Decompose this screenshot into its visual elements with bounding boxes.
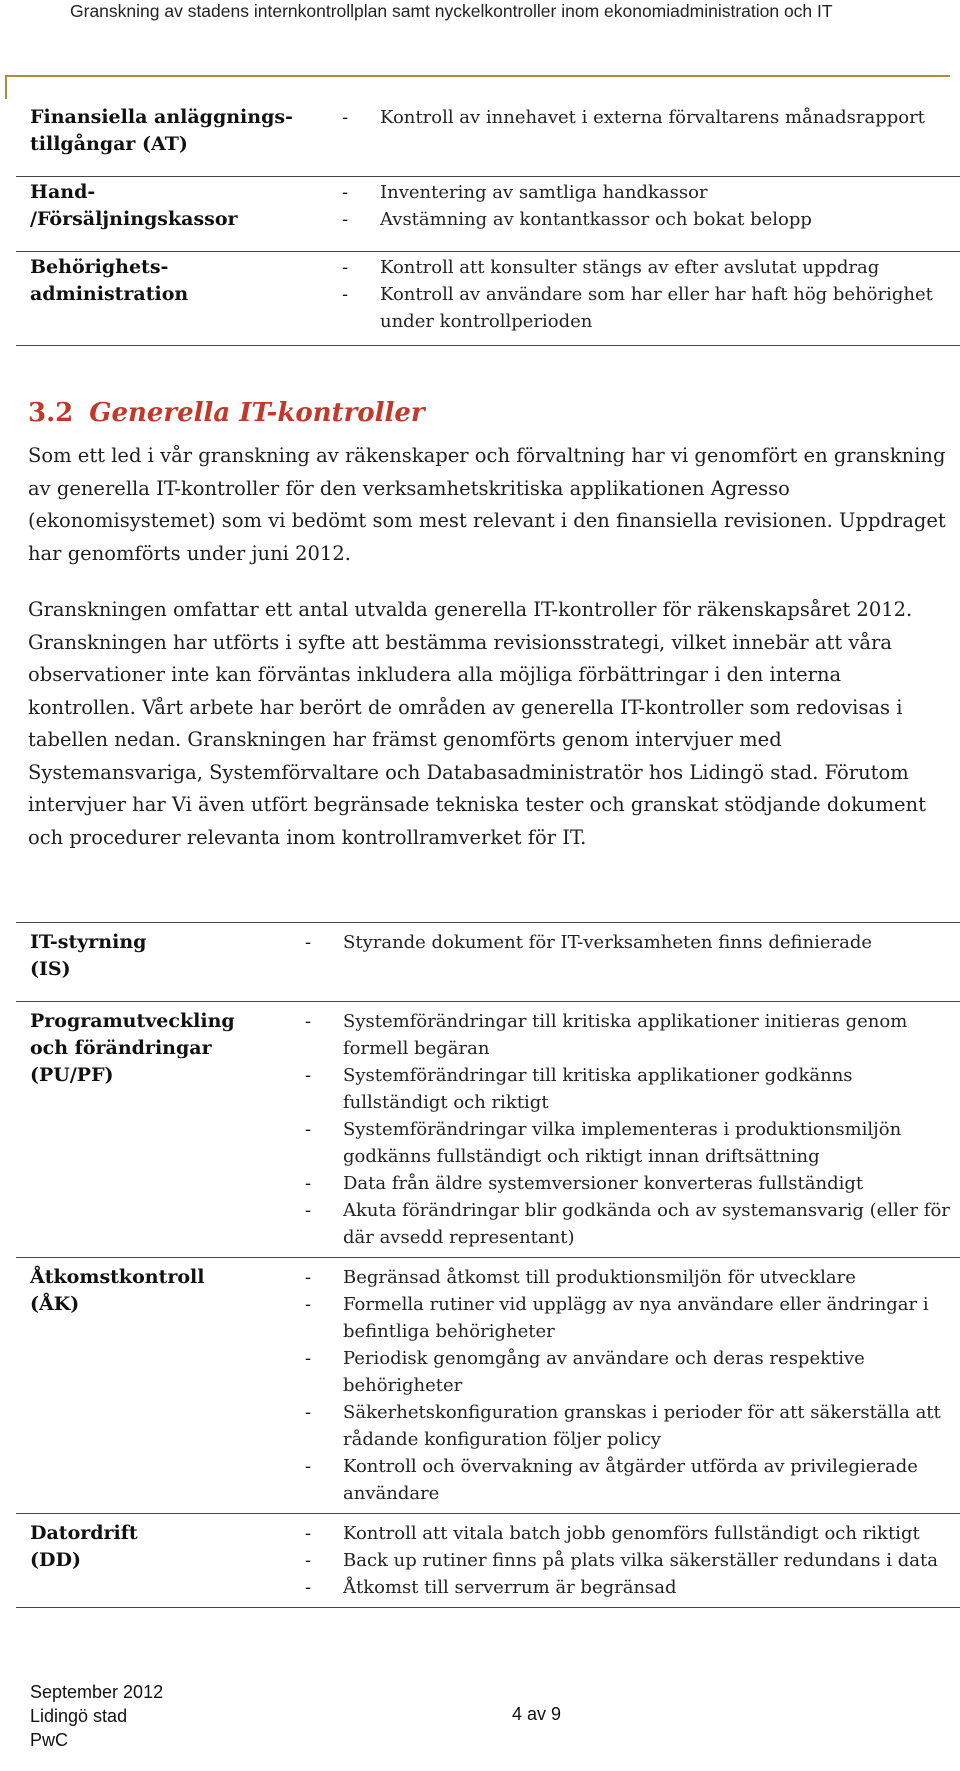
table-category: Behörighets- administration [16,252,342,346]
table-category: Hand- /Försäljningskassor [16,177,342,252]
list-item: - Kontroll av användare som har eller har haft hög behörighet under kontrollperioden [342,281,960,335]
list-item-text: Begränsad åtkomst till produktionsmiljön för utvecklare [343,1267,856,1288]
table-category: Programutveckling och förändringar (PU/PF) [16,1002,305,1258]
control-table-2 [16,922,960,1608]
list-item-text: Data från äldre systemversioner konverteras fullständigt [343,1173,864,1194]
list-item-text: Inventering av samtliga handkassor [380,182,708,203]
list-item: - Kontroll och övervakning av åtgärder utförda av privilegierade användare [305,1453,960,1507]
list-item-text: Säkerhetskonfiguration granskas i perioder för att säkerställa att rådande konfiguration följer policy [343,1402,941,1450]
list-item-text: Systemförändringar vilka implementeras i produktionsmiljön godkänns fullständigt och riktigt innan driftsättning [343,1119,902,1167]
list-item-text: Kontroll och övervakning av åtgärder utförda av privilegierade användare [343,1456,918,1504]
footer-company: PwC [30,1730,69,1750]
table-items [305,1514,960,1608]
list-item-text: Systemförändringar till kritiska applikationer initieras genom formell begäran [343,1011,908,1059]
table-row [16,1002,960,1258]
list-item: - Systemförändringar till kritiska applikationer godkänns fullständigt och riktigt [305,1062,960,1116]
list-item-text: Avstämning av kontantkassor och bokat belopp [380,209,812,230]
list-item-text: Akuta förändringar blir godkända och av systemansvarig (eller för där avsedd representant) [343,1200,950,1248]
list-item: - Back up rutiner finns på plats vilka säkerställer redundans i data [305,1547,960,1574]
list-item-text: Periodisk genomgång av användare och deras respektive behörigheter [343,1348,865,1396]
header-accent-line [5,75,950,77]
list-item-text: Kontroll av användare som har eller har haft hög behörighet under kontrollperioden [380,284,933,332]
list-item: - Kontroll att vitala batch jobb genomförs fullständigt och riktigt [305,1520,960,1547]
footer-org: Lidingö stad [30,1706,128,1726]
list-item: - Akuta förändringar blir godkända och av systemansvarig (eller för där avsedd representant) [305,1197,960,1251]
table-items [342,177,960,252]
list-item: - Kontroll att konsulter stängs av efter avslutat uppdrag [342,254,960,281]
list-item-text: Kontroll att vitala batch jobb genomförs fullständigt och riktigt [343,1523,920,1544]
table-category: Finansiella anläggnings- tillgångar (AT) [16,102,342,177]
list-item: - Säkerhetskonfiguration granskas i perioder för att säkerställa att rådande konfiguration följer policy [305,1399,960,1453]
table-row [16,923,960,1002]
paragraph-2: Granskningen omfattar ett antal utvalda generella IT-kontroller för räkenskapsåret 2012. Granskningen har utförts i syfte att bestämma revisionsstrategi, vilket innebär att våra observationer inte kan förväntas inkludera alla möjliga förbättringar i den interna kontrollen. Vårt arbete har berört de områden av generella IT-kontroller som redovisas i tabellen nedan. Granskningen har främst genomförts genom intervjuer med Systemansvariga, Systemförvaltare och Databasadministratör hos Lidingö stad. Förutom intervjuer har Vi även utfört begränsade tekniska tester och granskat stödjande dokument och procedurer relevanta inom kontrollramverket för IT. [28,598,926,849]
table-items [342,252,960,346]
list-item: - Systemförändringar till kritiska applikationer initieras genom formell begäran [305,1008,960,1062]
section-number: 3.2 [28,398,74,428]
list-item: - Åtkomst till serverrum är begränsad [305,1574,960,1601]
page-header: Granskning av stadens internkontrollplan samt nyckelkontroller inom ekonomiadministration och IT [70,1,833,21]
list-item-text: Kontroll att konsulter stängs av efter avslutat uppdrag [380,257,880,278]
list-item: - Inventering av samtliga handkassor [342,179,960,206]
table-items [305,1002,960,1258]
table-row [16,1258,960,1514]
control-table-1 [16,102,960,346]
table-row [16,1514,960,1608]
section-heading [28,398,425,428]
list-item: - Periodisk genomgång av användare och deras respektive behörigheter [305,1345,960,1399]
list-item: - Kontroll av innehavet i externa förvaltarens månadsrapport [342,104,960,131]
list-item: - Styrande dokument för IT-verksamheten finns definierade [305,929,960,956]
list-item: - Formella rutiner vid upplägg av nya användare eller ändringar i befintliga behörigheter [305,1291,960,1345]
table-items [342,102,960,177]
table-category: IT-styrning (IS) [16,923,305,1002]
list-item: - Begränsad åtkomst till produktionsmiljön för utvecklare [305,1264,960,1291]
page-footer [30,1680,163,1752]
table-category: Åtkomstkontroll (ÅK) [16,1258,305,1514]
table-items [305,1258,960,1514]
section-title: Generella IT-kontroller [89,398,425,428]
list-item: - Avstämning av kontantkassor och bokat belopp [342,206,960,233]
list-item: - Data från äldre systemversioner konverteras fullständigt [305,1170,960,1197]
list-item-text: Åtkomst till serverrum är begränsad [343,1577,677,1598]
header-accent-tick [5,75,7,99]
list-item-text: Formella rutiner vid upplägg av nya användare eller ändringar i befintliga behörigheter [343,1294,929,1342]
table-items [305,923,960,1002]
table-row [16,102,960,177]
table-row [16,177,960,252]
list-item-text: Systemförändringar till kritiska applikationer godkänns fullständigt och riktigt [343,1065,853,1113]
list-item-text: Back up rutiner finns på plats vilka säkerställer redundans i data [343,1550,938,1571]
list-item-text: Kontroll av innehavet i externa förvaltarens månadsrapport [380,107,925,128]
table-row [16,252,960,346]
paragraph-1: Som ett led i vår granskning av räkenskaper och förvaltning har vi genomfört en granskning av generella IT-kontroller för den verksamhetskritiska applikationen Agresso (ekonomisystemet) som vi bedömt som mest relevant i den finansiella revisionen. Uppdraget har genomförts under juni 2012. [28,444,946,565]
page-number: 4 av 9 [512,1704,562,1724]
footer-date: September 2012 [30,1682,164,1702]
table-category: Datordrift (DD) [16,1514,305,1608]
list-item-text: Styrande dokument för IT-verksamheten finns definierade [343,932,873,953]
list-item: - Systemförändringar vilka implementeras i produktionsmiljön godkänns fullständigt och riktigt innan driftsättning [305,1116,960,1170]
